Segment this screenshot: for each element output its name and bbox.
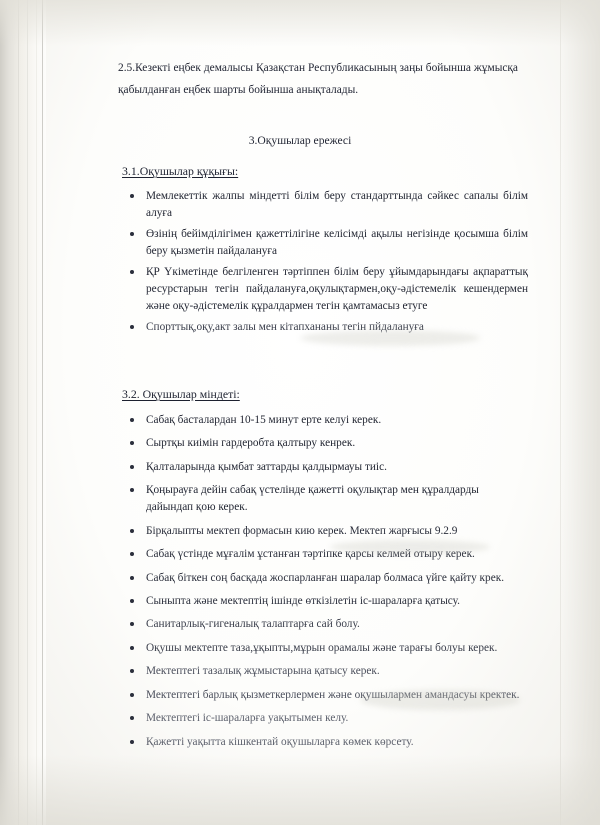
subheading-rights-text: 3.1.Оқушылар құқығы: [122, 164, 239, 178]
list-item [128, 593, 520, 610]
list-item [128, 570, 520, 587]
scan-smudge [300, 330, 480, 346]
subheading-rights [122, 163, 238, 180]
list-item [128, 663, 520, 680]
duties-item-text: Мектептегі тазалық жұмыстарына қатысу керек. [146, 665, 380, 678]
scan-smudge [330, 540, 490, 554]
list-item [128, 435, 520, 452]
section-heading [0, 132, 600, 149]
list-item [128, 188, 528, 222]
duties-item-text: Оқушы мектепте таза,ұқыпты,мұрын орамалы және тарағы болуы керек. [146, 641, 498, 654]
duties-item-text: Қоңырауға дейін сабақ үстелінде қажетті оқулықтар мен құралдарды дайындап қою керек. [146, 484, 479, 514]
list-item [128, 710, 520, 727]
duties-item-text: Сыртқы киімін гардеробта қалтыру кенрек. [146, 437, 356, 450]
list-item [128, 264, 528, 315]
rights-item-text: Мемлекеттік жалпы міндетті білім беру стандарттында сәйкес сапалы білім алуға [146, 190, 528, 219]
duties-item-text: Сабақ басталардан 10-15 минут ерте келуі керек. [146, 414, 382, 426]
intro-paragraph-text: 2.5.Кезекті еңбек демалысы Қазақстан Республикасының заңы бойынша жұмысқа қабылданған еңбек шарты бойынша анықталады. [118, 62, 518, 96]
rights-item-text: ҚР Үкіметінде белгіленген тәртіппен білім беру ұйымдарындағы ақпараттық ресурстарын тегін пайдалануға,оқулықтармен,оқу-әдістемелік кешендермен және оқу-әдістемелік құралдармен тегін қамтамасыз етуге [146, 265, 528, 312]
list-item [128, 226, 528, 260]
list-item [128, 482, 520, 516]
intro-paragraph [118, 58, 518, 101]
page-top-shadow [0, 0, 600, 46]
list-item [128, 640, 520, 657]
duties-item-text: Сабақ үстінде мұғалім ұстанған тәртіпке қарсы келмей отыру керек. [146, 548, 475, 561]
rights-list [128, 188, 528, 340]
list-item [128, 616, 520, 633]
duties-item-text: Қажетті уақытта кішкентай оқушыларға көмек көрсету. [146, 735, 414, 748]
rights-item-text: Өзінің бейімділігімен қажеттілігіне келісімді ақылы негізінде қосымша білім беру қызметін пайдалануға [146, 227, 528, 257]
rights-item-text: Спорттық,оқу,акт залы мен кітапхананы тегін пйдалануға [146, 320, 424, 333]
duties-item-text: Сыныпта және мектептің ішінде өткізілетін іс-шараларға қатысу. [146, 595, 460, 607]
duties-item-text: Санитарлық-гигеналық талаптарға сай болу. [146, 618, 360, 631]
page-bottom-shadow [0, 755, 600, 825]
list-item [128, 734, 520, 751]
list-item [128, 523, 520, 540]
duties-item-text: Қалталарында қымбат заттарды қалдырмауы тиіс. [146, 460, 387, 473]
list-item [128, 459, 520, 476]
duties-item-text: Бірқалыпты мектеп формасын кию керек. Мектеп жарғысы 9.2.9 [146, 524, 458, 537]
subheading-duties-text: 3.2. Оқушылар міндеті: [122, 387, 240, 401]
duties-item-text: Мектептегі барлық қызметкерлермен және оқушылармен амандасуы кректек. [146, 688, 520, 701]
subheading-duties [122, 386, 240, 403]
page-right-shadow [560, 0, 600, 825]
section-heading-text: 3.Оқушылар ережесі [248, 134, 352, 147]
list-item [128, 412, 520, 429]
duties-item-text: Мектептегі іс-шараларға уақытымен келу. [146, 712, 349, 725]
duties-item-text: Сабақ біткен соң басқада жоспарланған шаралар болмаса үйге қайту крек. [146, 571, 505, 584]
scan-smudge [360, 690, 520, 710]
